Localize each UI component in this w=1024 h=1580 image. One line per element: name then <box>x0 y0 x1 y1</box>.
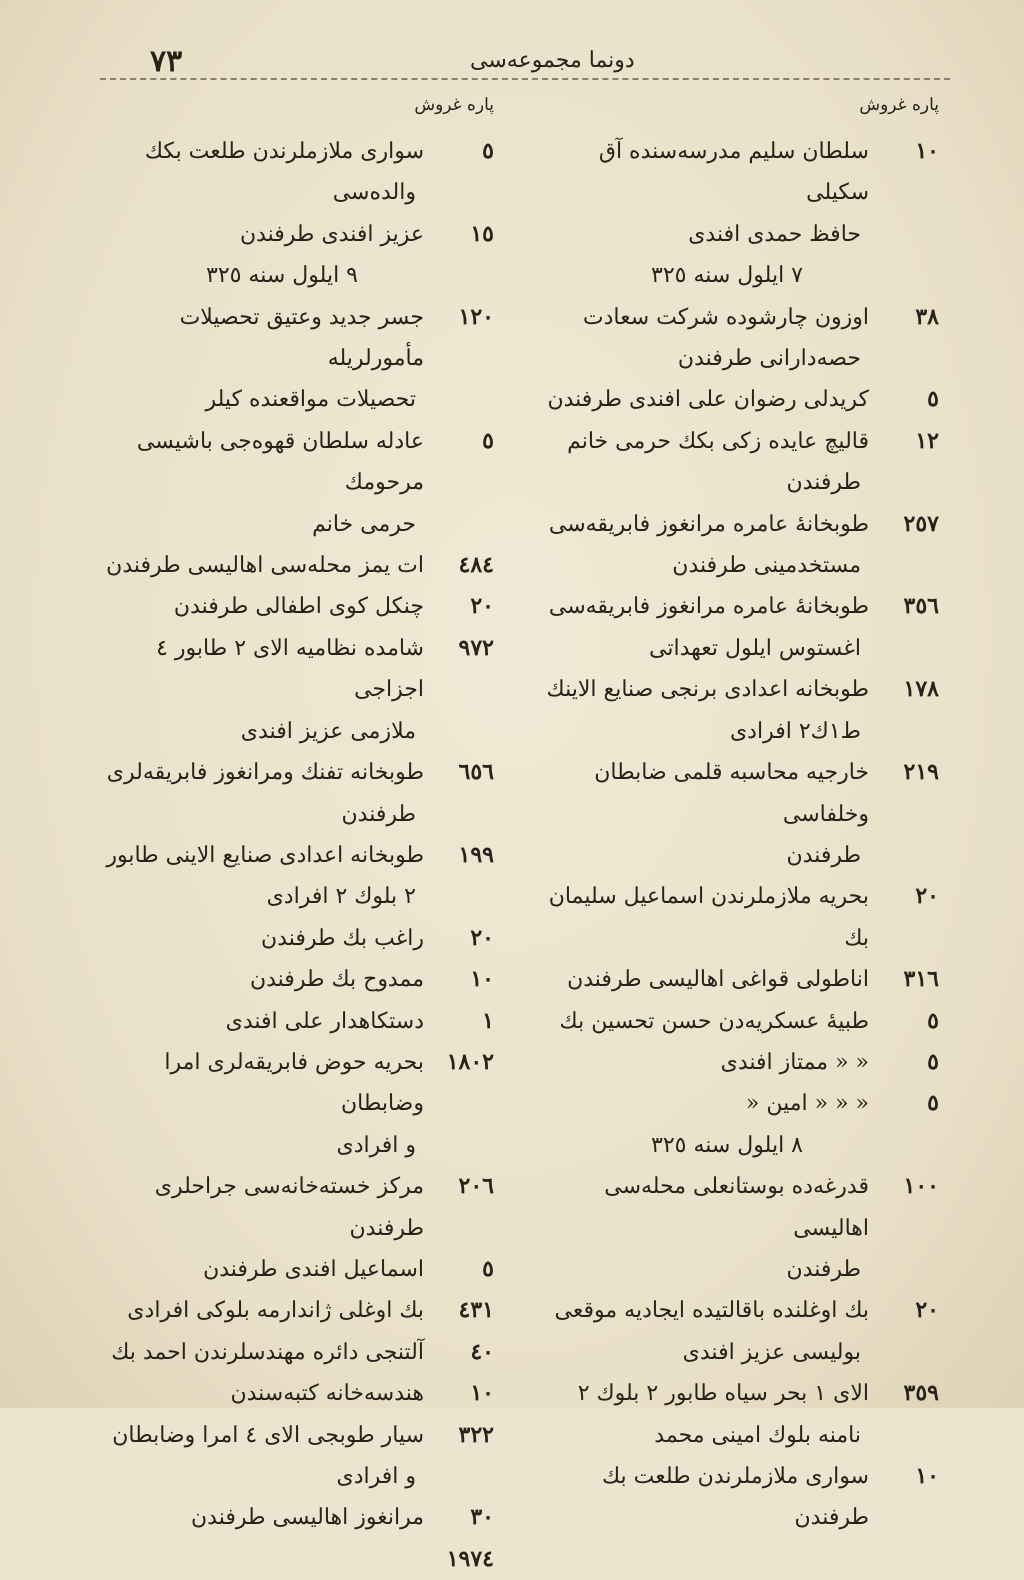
ledger-row <box>100 255 500 296</box>
entry-text: عزيز افندى طرفندن <box>239 221 424 247</box>
entry-text: راغب بك طرفندن <box>260 925 424 951</box>
ledger-row <box>545 338 945 379</box>
date-line: ٩ ايلول سنه ٣٢٥ <box>206 263 358 289</box>
ledger-row <box>545 586 945 627</box>
ledger-row <box>100 1125 500 1166</box>
ledger-row <box>545 462 945 503</box>
ledger-row <box>545 1166 945 1249</box>
amount: ٣٢٢ <box>458 1421 494 1448</box>
amount: ١٥ <box>470 220 494 247</box>
ledger-row <box>545 1249 945 1290</box>
entry-text: طوبخانه اعدادى صنايع الاينى طابور <box>106 842 424 868</box>
entry-text: و افرادى <box>336 1464 416 1489</box>
entry-text: سيار طوبجى الاى ٤ امرا وضابطان <box>112 1422 424 1448</box>
amount: ٢٥٧ <box>903 510 939 537</box>
entry-text: طوبخانه اعدادى برنجى صنايع الاينك <box>546 677 869 703</box>
ledger-row <box>100 1497 500 1580</box>
entry-text: طوبخانهٔ عامره مرانغوز فابريقه‌سى <box>548 594 869 620</box>
ledger-row <box>100 379 500 420</box>
ledger-row <box>100 1001 500 1042</box>
entry-text: بك اوغلى ژاندارمه بلوكى افرادى <box>127 1298 424 1324</box>
entry-text: خارجيه محاسبه قلمى ضابطان وخلفاسى <box>594 760 869 827</box>
amount: ٥ <box>482 427 494 454</box>
entry-text: تحصيلات مواقعنده كيلر <box>205 387 416 413</box>
amount: ٣٠ ١٩٧٤ <box>446 1504 494 1572</box>
ledger-row <box>545 959 945 1000</box>
column-header: پاره غروش <box>414 95 494 115</box>
amount: ١٠ <box>470 966 494 993</box>
amount: ٢٠ <box>915 883 939 910</box>
ledger-row <box>545 669 945 710</box>
entry-text: اوزون چارشوده شركت سعادت <box>582 304 869 330</box>
entry-text: الاى ١ بحر سياه طابور ٢ بلوك ٢ <box>577 1381 869 1407</box>
entry-text: بحريه ملازملرندن اسماعيل سليمان بك <box>548 884 869 951</box>
entry-text: چنكل كوى اطفالى طرفندن <box>173 594 424 620</box>
entry-text: قاليچ عايده زكى بكك حرمى خانم <box>567 428 869 454</box>
amount: ٥ <box>482 1255 494 1282</box>
ledger-row <box>100 752 500 793</box>
amount: ١٢٠ <box>458 303 494 330</box>
ledger-row <box>100 876 500 917</box>
ledger-row <box>545 214 945 255</box>
entry-text: طوبخانه تفنك ومرانغوز فابريقه‌لرى <box>106 760 424 786</box>
ledger-row <box>545 1001 945 1042</box>
entry-text: ملازمى عزيز افندى <box>240 718 416 744</box>
date-line: ٧ ايلول سنه ٣٢٥ <box>651 263 803 289</box>
amount: ٥ <box>482 138 494 164</box>
ledger-row <box>100 794 500 835</box>
amount: ٥ <box>927 386 939 413</box>
ledger-row <box>545 504 945 545</box>
ledger-row <box>100 835 500 876</box>
amount: ٥ <box>927 1007 939 1034</box>
amount: ١٠ <box>915 138 939 164</box>
ledger-row <box>545 131 945 214</box>
ledger-row <box>100 297 500 380</box>
entry-text: حافظ حمدى افندى <box>688 221 861 247</box>
entry-text: طرفندن <box>786 470 861 496</box>
amount: ٤٣١ <box>458 1297 494 1324</box>
entry-text: مستخدمينى طرفندن <box>672 553 861 579</box>
entry-text: « « ممتاز افندى <box>720 1049 869 1075</box>
entry-text: طبيهٔ عسكريه‌دن حسن تحسين بك <box>559 1008 869 1034</box>
amount: ٣١٦ <box>903 966 939 993</box>
entry-text: و افرادى <box>336 1132 416 1158</box>
ledger-row <box>100 1249 500 1290</box>
entry-text: طرفندن <box>341 801 416 827</box>
entry-text: آلتنجى دائره مهندسلرندن احمد بك <box>111 1339 424 1365</box>
entry-text: هندسه‌خانه كتبه‌سندن <box>230 1381 424 1407</box>
amount: ٣٥٦ <box>903 593 939 620</box>
ledger-row <box>100 1373 500 1414</box>
right-column <box>545 95 945 1539</box>
ledger-row <box>100 421 500 504</box>
entry-text: « « « امين « <box>745 1091 869 1117</box>
journal-title: دونما مجموعه‌سی <box>470 48 635 73</box>
entry-text: اغستوس ايلول تعهداتى <box>649 635 861 661</box>
amount: ٢٠ <box>915 1297 939 1324</box>
ledger-row <box>100 1456 500 1497</box>
amount: ٥ <box>927 1048 939 1075</box>
entry-text: عادله سلطان قهوه‌جى باشيسى مرحومك <box>136 428 424 496</box>
entry-text: شامده نظاميه الاى ٢ طابور ٤ اجزاجى <box>156 635 424 703</box>
amount: ٩٧٢ <box>458 634 494 661</box>
amount: ٤٨٤ <box>458 552 494 579</box>
entry-text: مرانغوز اهاليسى طرفندن <box>191 1505 424 1531</box>
entry-text: طرفندن <box>786 842 861 868</box>
ledger-row <box>100 214 500 255</box>
ledger-row <box>100 1042 500 1125</box>
amount: ٣٨ <box>915 303 939 330</box>
amount: ١٩٩ <box>458 841 494 868</box>
entry-text: والده‌سى <box>332 180 416 206</box>
ledger-row <box>100 959 500 1000</box>
ledger-row <box>545 1083 945 1124</box>
ledger-row <box>545 379 945 420</box>
ledger-row <box>100 918 500 959</box>
ledger-row <box>100 545 500 586</box>
left-column <box>100 95 500 1580</box>
column-header: پاره غروش <box>859 95 939 115</box>
ledger-row <box>545 1332 945 1373</box>
entry-text: حصه‌دارانى طرفندن <box>677 346 861 372</box>
ledger-row <box>100 172 500 213</box>
entry-text: نامنه بلوك امينى محمد <box>654 1422 861 1448</box>
ledger-row <box>100 628 500 711</box>
entry-text: اسماعيل افندى طرفندن <box>203 1256 424 1282</box>
ledger-row <box>100 504 500 545</box>
entry-text: سوارى ملازملرندن طلعت بكك <box>144 139 424 164</box>
amount: ١٢ <box>915 427 939 454</box>
ledger-row <box>545 628 945 669</box>
entry-text: سوارى ملازملرندن طلعت بك طرفندن <box>602 1464 869 1531</box>
entry-text: دستكاهدار على افندى <box>225 1008 424 1034</box>
ledger-row <box>100 1290 500 1331</box>
entry-text: بحريه حوض فابريقه‌لرى امرا وضابطان <box>164 1049 424 1117</box>
amount: ٥ <box>927 1090 939 1117</box>
ledger-row <box>545 1290 945 1331</box>
ledger-row <box>545 421 945 462</box>
entry-text: بوليسى عزيز افندى <box>682 1339 861 1365</box>
ledger-row <box>100 1166 500 1249</box>
ledger-row <box>100 711 500 752</box>
amount: ١٠ <box>470 1380 494 1407</box>
ledger-row <box>545 297 945 338</box>
amount: ٤٠ <box>470 1338 494 1365</box>
entry-text: حرمى خانم <box>312 511 416 537</box>
page-number: ٧٣ <box>150 44 183 79</box>
entry-text: ط١ك٢ افرادى <box>729 718 861 744</box>
amount: ١٠٠ <box>903 1173 939 1200</box>
amount: ١٧٨ <box>903 676 939 703</box>
entry-text: اناطولى قواغى اهاليسى طرفندن <box>567 967 869 993</box>
ledger-row <box>545 711 945 752</box>
date-line: ٨ ايلول سنه ٣٢٥ <box>651 1132 803 1158</box>
entry-text: ات يمز محله‌سى اهاليسى طرفندن <box>106 553 424 579</box>
amount: ٢٠٦ <box>458 1173 494 1200</box>
ledger-row <box>545 1042 945 1083</box>
ledger-row <box>100 586 500 627</box>
ledger-row <box>100 131 500 172</box>
entry-text: قدرغه‌ده بوستانعلى محله‌سى اهاليسى <box>604 1174 869 1241</box>
amount: ١٠ <box>915 1463 939 1489</box>
ledger-row <box>545 876 945 959</box>
ledger-row <box>100 1415 500 1456</box>
amount: ١٨٠٢ <box>446 1048 494 1075</box>
ledger-row <box>545 1456 945 1539</box>
ledger-row <box>545 835 945 876</box>
entry-text: مركز خسته‌خانه‌سى جراحلرى طرفندن <box>154 1174 424 1241</box>
ledger-row <box>100 1332 500 1373</box>
entry-text: كريدلى رضوان على افندى طرفندن <box>547 387 869 413</box>
amount: ٣٥٩ <box>903 1380 939 1407</box>
amount: ٦٥٦ <box>458 759 494 786</box>
header-divider <box>100 78 950 86</box>
entry-text: جسر جديد وعتيق تحصيلات مأمورلريله <box>179 304 424 372</box>
ledger-row <box>545 545 945 586</box>
ledger-row <box>545 1125 945 1166</box>
ledger-row <box>545 255 945 296</box>
amount: ٢٠ <box>470 924 494 951</box>
entry-text: سلطان سليم مدرسه‌سنده آق سكيلى <box>598 139 869 206</box>
ledger-row <box>545 1373 945 1414</box>
amount: ١ <box>482 1007 494 1034</box>
ledger-row <box>545 1415 945 1456</box>
entry-text: ممدوح بك طرفندن <box>249 967 424 993</box>
amount: ٢٠ <box>470 593 494 620</box>
entry-text: طوبخانهٔ عامره مرانغوز فابريقه‌سى <box>548 511 869 537</box>
amount: ٢١٩ <box>903 759 939 786</box>
entry-text: ٢ بلوك ٢ افرادى <box>266 884 416 910</box>
entry-text: طرفندن <box>786 1256 861 1282</box>
entry-text: بك اوغلنده باقالتيده ايجاديه موقعى <box>554 1298 869 1324</box>
ledger-row <box>545 752 945 835</box>
